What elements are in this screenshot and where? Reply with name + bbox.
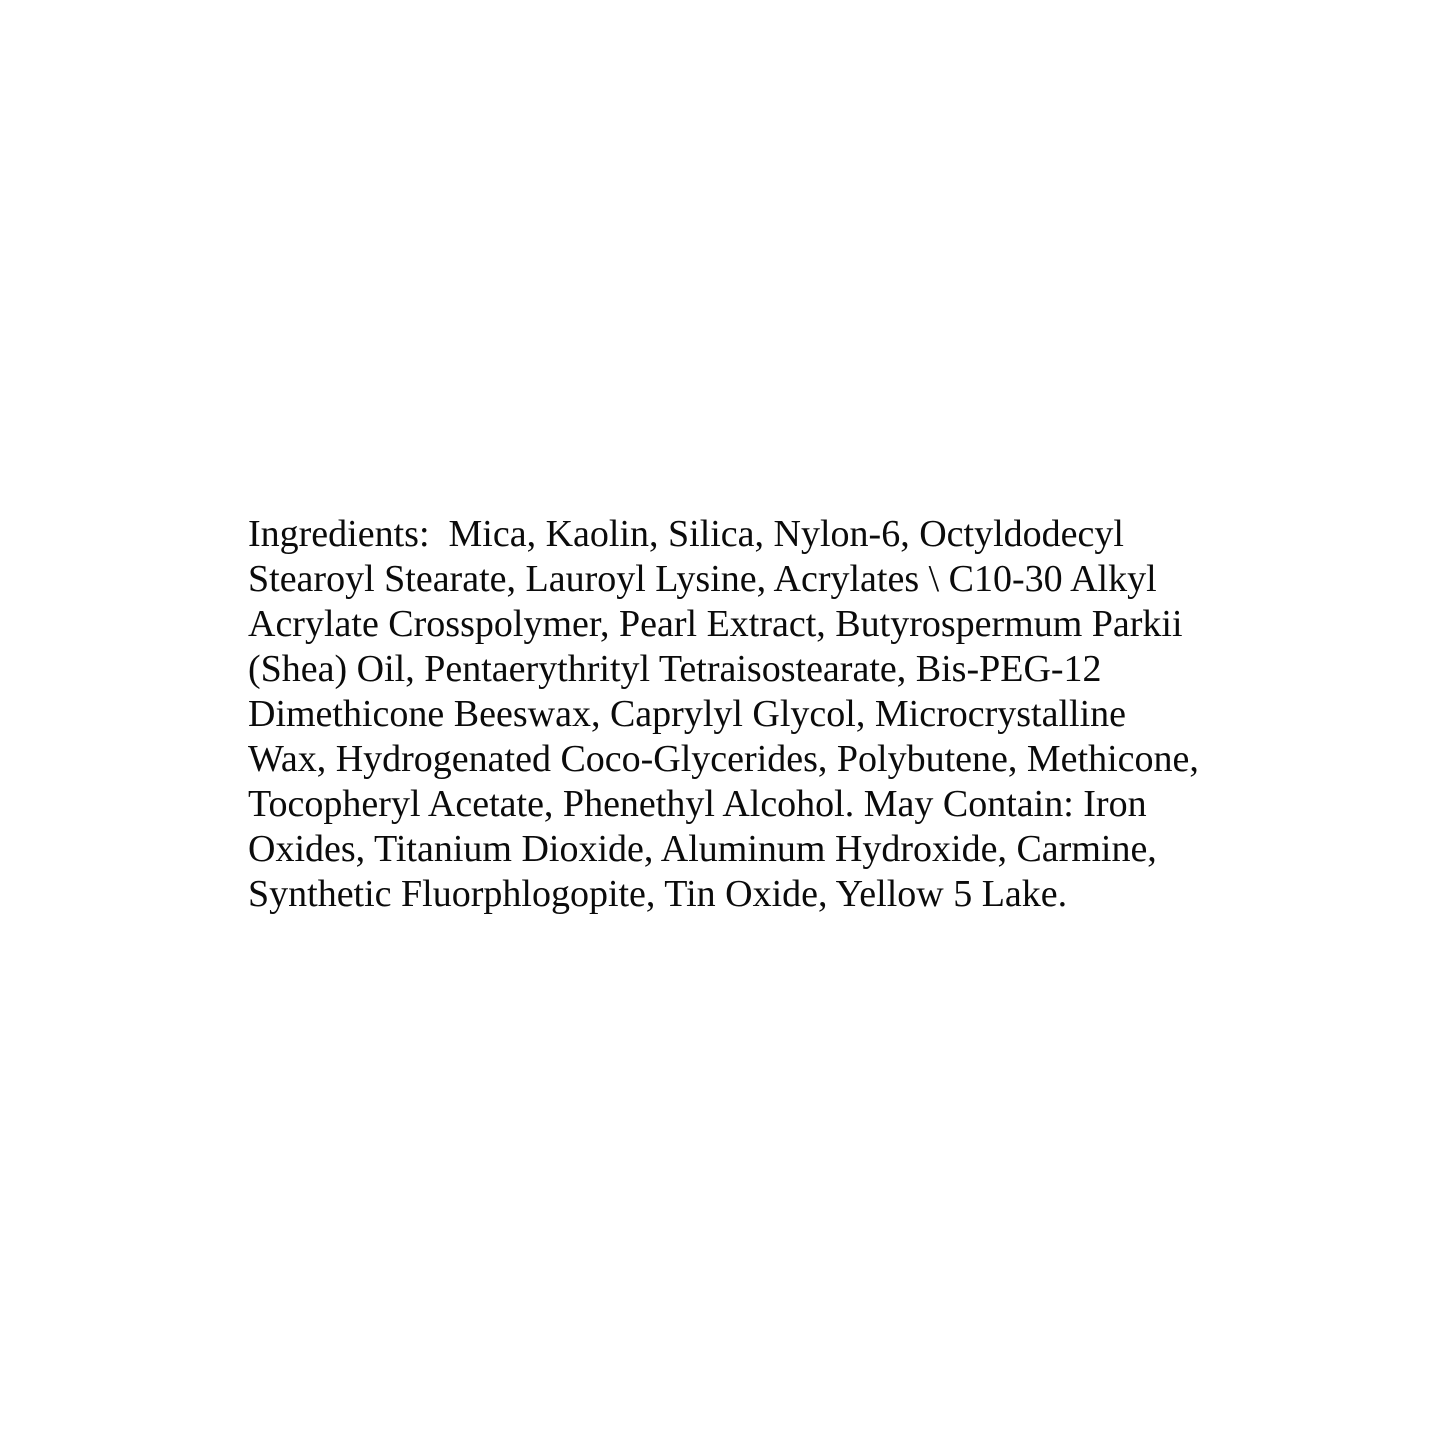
ingredients-line-8: Oxides, Titanium Dioxide, Aluminum Hydroxide, Carmine, (248, 828, 1157, 870)
ingredients-line-4: (Shea) Oil, Pentaerythrityl Tetraisostearate, Bis-PEG-12 (248, 648, 1102, 690)
ingredients-line-9: Synthetic Fluorphlogopite, Tin Oxide, Yellow 5 Lake. (248, 873, 1068, 915)
ingredients-line-5: Dimethicone Beeswax, Caprylyl Glycol, Microcrystalline (248, 693, 1126, 735)
ingredients-paragraph (248, 512, 1208, 917)
ingredients-line-6: Wax, Hydrogenated Coco-Glycerides, Polybutene, Methicone, (248, 738, 1199, 780)
ingredients-line-1: Ingredients: Mica, Kaolin, Silica, Nylon-6, Octyldodecyl (248, 513, 1124, 555)
ingredients-line-7: Tocopheryl Acetate, Phenethyl Alcohol. May Contain: Iron (248, 783, 1147, 825)
ingredients-line-2: Stearoyl Stearate, Lauroyl Lysine, Acrylates \ C10-30 Alkyl (248, 558, 1157, 600)
ingredients-line-3: Acrylate Crosspolymer, Pearl Extract, Butyrospermum Parkii (248, 603, 1183, 645)
